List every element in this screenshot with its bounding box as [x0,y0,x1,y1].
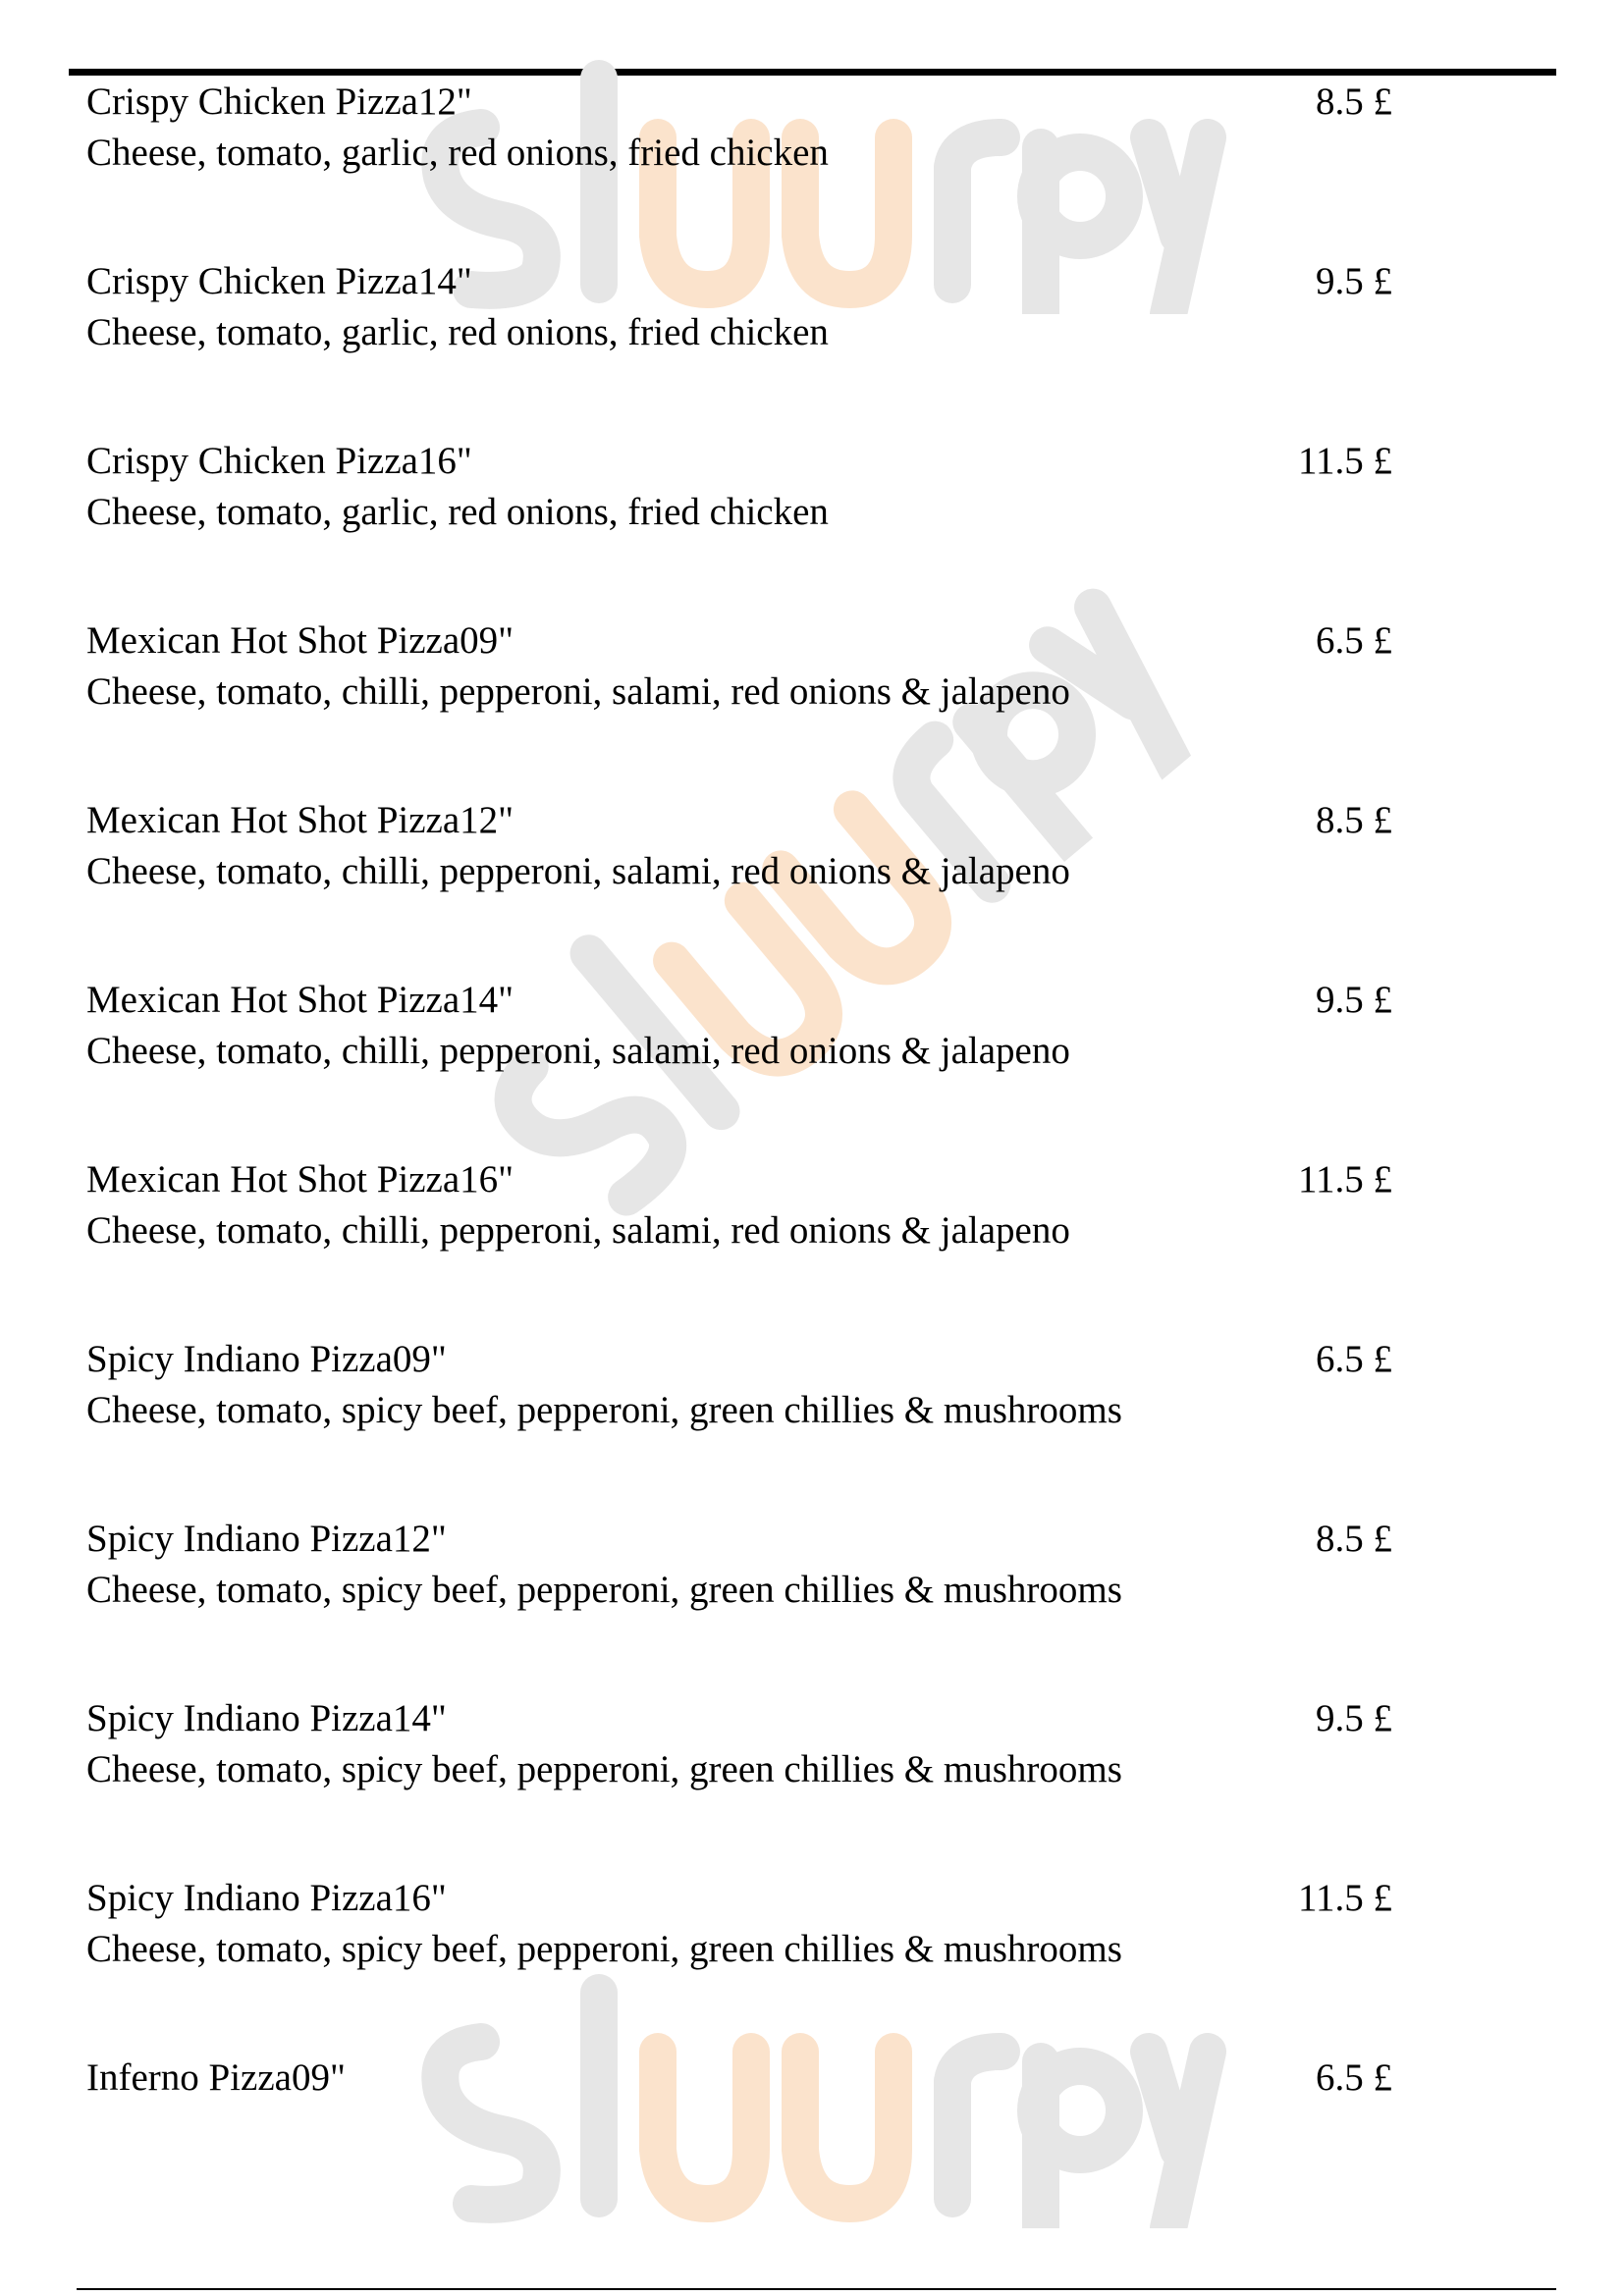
item-name: Spicy Indiano Pizza14" [86,1697,447,1739]
item-description: Cheese, tomato, spicy beef, pepperoni, green chillies & mushrooms [86,1569,1122,1611]
item-price: 11.5 £ [1297,440,1392,482]
item-price: 6.5 £ [1316,619,1392,662]
item-description: Cheese, tomato, garlic, red onions, fried chicken [86,132,829,174]
item-description: Cheese, tomato, garlic, red onions, fried chicken [86,491,829,533]
item-name: Spicy Indiano Pizza12" [86,1518,447,1560]
item-price: 9.5 £ [1316,260,1392,302]
item-name: Crispy Chicken Pizza14" [86,260,472,302]
item-description: Cheese, tomato, spicy beef, pepperoni, green chillies & mushrooms [86,1748,1122,1790]
item-description: Cheese, tomato, chilli, pepperoni, salami, red onions & jalapeno [86,670,1070,713]
item-name: Crispy Chicken Pizza16" [86,440,472,482]
item-price: 6.5 £ [1316,1338,1392,1380]
item-price: 9.5 £ [1316,979,1392,1021]
item-name: Spicy Indiano Pizza16" [86,1877,447,1919]
item-description: Cheese, tomato, chilli, pepperoni, salami, red onions & jalapeno [86,1030,1070,1072]
item-name: Spicy Indiano Pizza09" [86,1338,447,1380]
item-price: 8.5 £ [1316,80,1392,123]
item-price: 8.5 £ [1316,799,1392,841]
item-price: 8.5 £ [1316,1518,1392,1560]
item-description: Cheese, tomato, garlic, red onions, fried chicken [86,311,829,353]
item-name: Mexican Hot Shot Pizza14" [86,979,514,1021]
item-description: Cheese, tomato, spicy beef, pepperoni, green chillies & mushrooms [86,1928,1122,1970]
item-name: Inferno Pizza09" [86,2056,346,2099]
item-description: Cheese, tomato, chilli, pepperoni, salami, red onions & jalapeno [86,850,1070,892]
item-description: Cheese, tomato, spicy beef, pepperoni, green chillies & mushrooms [86,1389,1122,1431]
bottom-rule [77,2288,1556,2290]
item-price: 6.5 £ [1316,2056,1392,2099]
item-price: 9.5 £ [1316,1697,1392,1739]
item-name: Mexican Hot Shot Pizza09" [86,619,514,662]
item-name: Mexican Hot Shot Pizza12" [86,799,514,841]
item-description: Cheese, tomato, chilli, pepperoni, salami, red onions & jalapeno [86,1209,1070,1252]
item-price: 11.5 £ [1297,1158,1392,1201]
item-name: Mexican Hot Shot Pizza16" [86,1158,514,1201]
item-price: 11.5 £ [1297,1877,1392,1919]
item-name: Crispy Chicken Pizza12" [86,80,472,123]
